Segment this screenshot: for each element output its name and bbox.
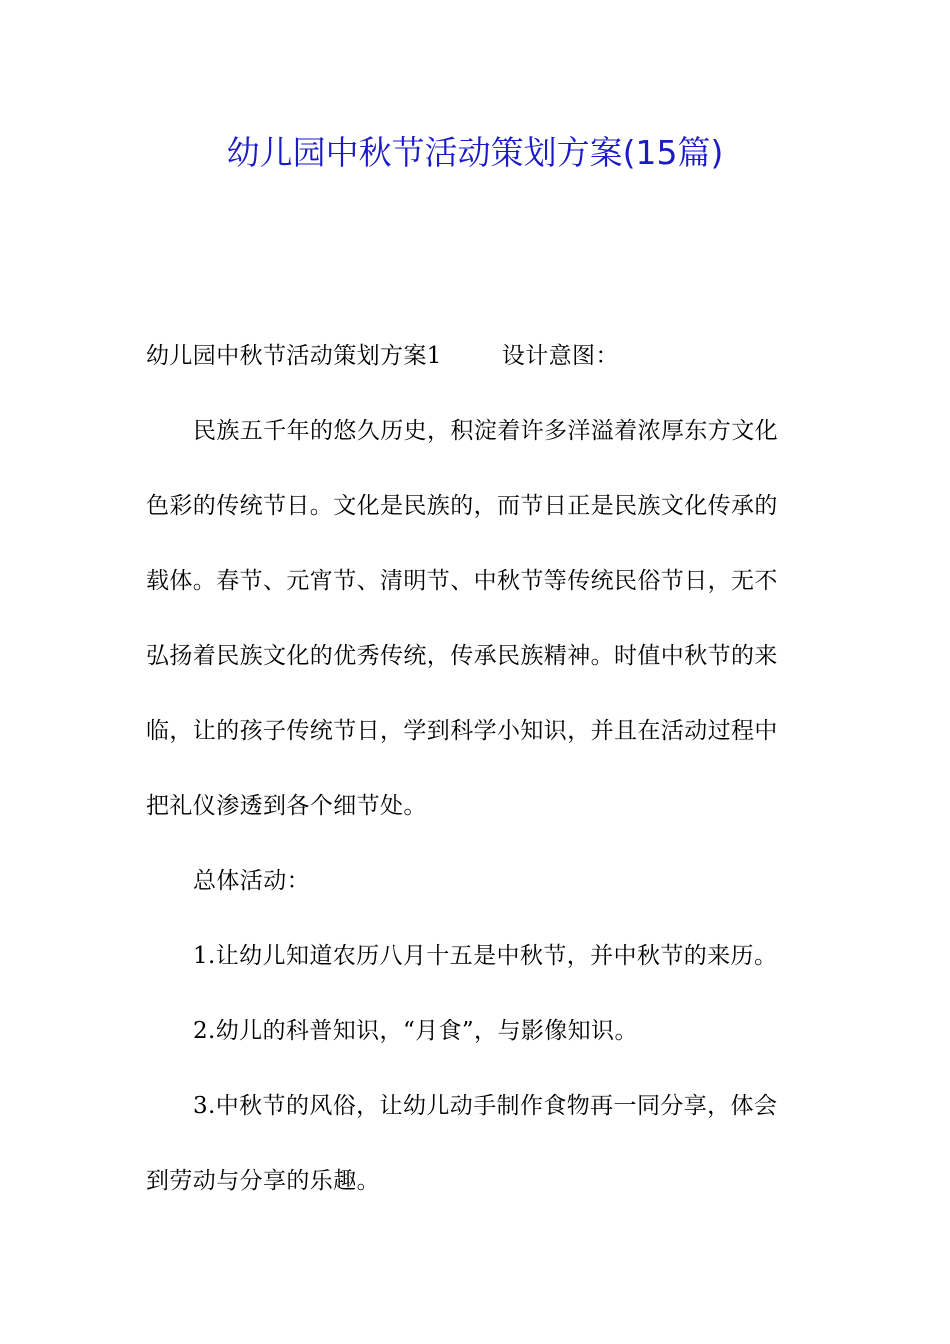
text-line: 到劳动与分享的乐趣。: [146, 1168, 380, 1194]
section-heading: 幼儿园中秋节活动策划方案1: [146, 343, 442, 369]
document-title: 幼儿园中秋节活动策划方案(15篇): [226, 133, 724, 172]
text-line: 民族五千年的悠久历史，积淀着许多洋溢着浓厚东方文化: [193, 418, 778, 444]
text-line: 弘扬着民族文化的优秀传统，传承民族精神。时值中秋节的来: [146, 643, 778, 669]
paragraph-heading-line: [146, 337, 804, 375]
text-line: 临，让的孩子传统节日，学到科学小知识，并且在活动过程中: [146, 718, 778, 744]
design-intent-label: 设计意图：: [501, 343, 619, 369]
text-line: 色彩的传统节日。文化是民族的，而节日正是民族文化传承的: [146, 493, 778, 519]
section-label: 总体活动：: [193, 868, 310, 894]
document-body: [146, 337, 804, 1237]
text-line: 把礼仪渗透到各个细节处。: [146, 793, 427, 819]
text-line: 载体。春节、元宵节、清明节、中秋节等传统民俗节日，无不: [146, 568, 778, 594]
list-item: 3.中秋节的风俗，让幼儿动手制作食物再一同分享，体会: [193, 1093, 778, 1119]
list-item: 1.让幼儿知道农历八月十五是中秋节，并中秋节的来历。: [193, 943, 778, 969]
list-item: 2.幼儿的科普知识，“月食”，与影像知识。: [193, 1018, 638, 1044]
